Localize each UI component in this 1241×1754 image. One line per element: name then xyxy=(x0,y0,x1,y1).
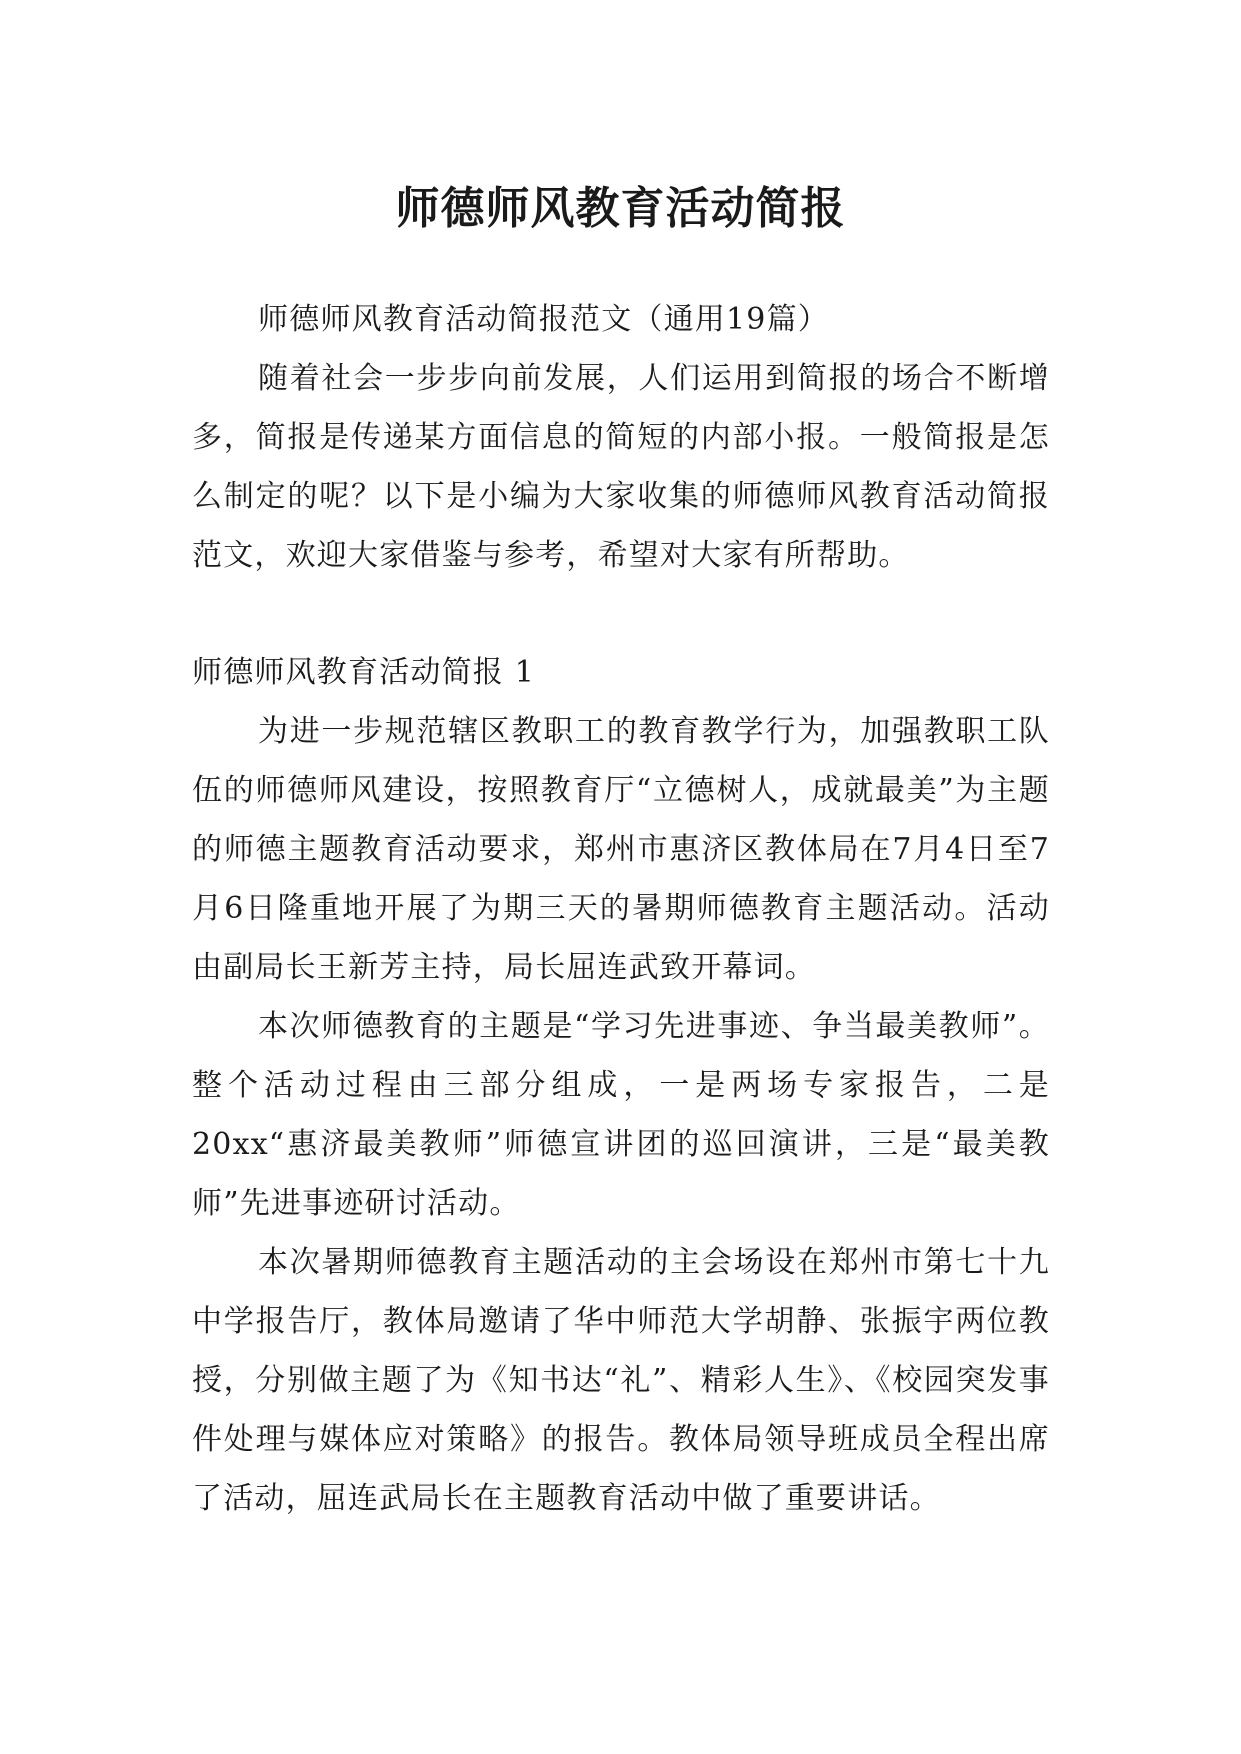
document-subtitle: 师德师风教育活动简报范文（通用19篇） xyxy=(258,302,829,337)
body-paragraph: 本次师德教育的主题是“学习先进事迹、争当最美教师”。整个活动过程由三部分组成，一是两场专家报告，二是20xx“惠济最美教师”师德宣讲团的巡回演讲，三是“最美教师”先进事迹研讨活动。 xyxy=(192,1009,1050,1221)
document-body xyxy=(192,290,1050,1528)
section-heading: 师德师风教育活动简报 1 xyxy=(192,655,536,690)
document-title: 师德师风教育活动简报 xyxy=(395,183,846,235)
body-paragraph: 本次暑期师德教育主题活动的主会场设在郑州市第七十九中学报告厅，教体局邀请了华中师范大学胡静、张振宇两位教授，分别做主题了为《知书达“礼”、精彩人生》、《校园突发事件处理与媒体应对策略》的报告。教体局领导班成员全程出席了活动，屈连武局长在主题教育活动中做了重要讲话。 xyxy=(192,1245,1050,1516)
intro-paragraph: 随着社会一步步向前发展，人们运用到简报的场合不断增多，简报是传递某方面信息的简短的内部小报。一般简报是怎么制定的呢？以下是小编为大家收集的师德师风教育活动简报范文，欢迎大家借鉴与参考，希望对大家有所帮助。 xyxy=(192,361,1050,573)
body-paragraph: 为进一步规范辖区教职工的教育教学行为，加强教职工队伍的师德师风建设，按照教育厅“立德树人，成就最美”为主题的师德主题教育活动要求，郑州市惠济区教体局在7月4日至7月6日隆重地开展了为期三天的暑期师德教育主题活动。活动由副局长王新芳主持，局长屈连武致开幕词。 xyxy=(192,714,1050,985)
